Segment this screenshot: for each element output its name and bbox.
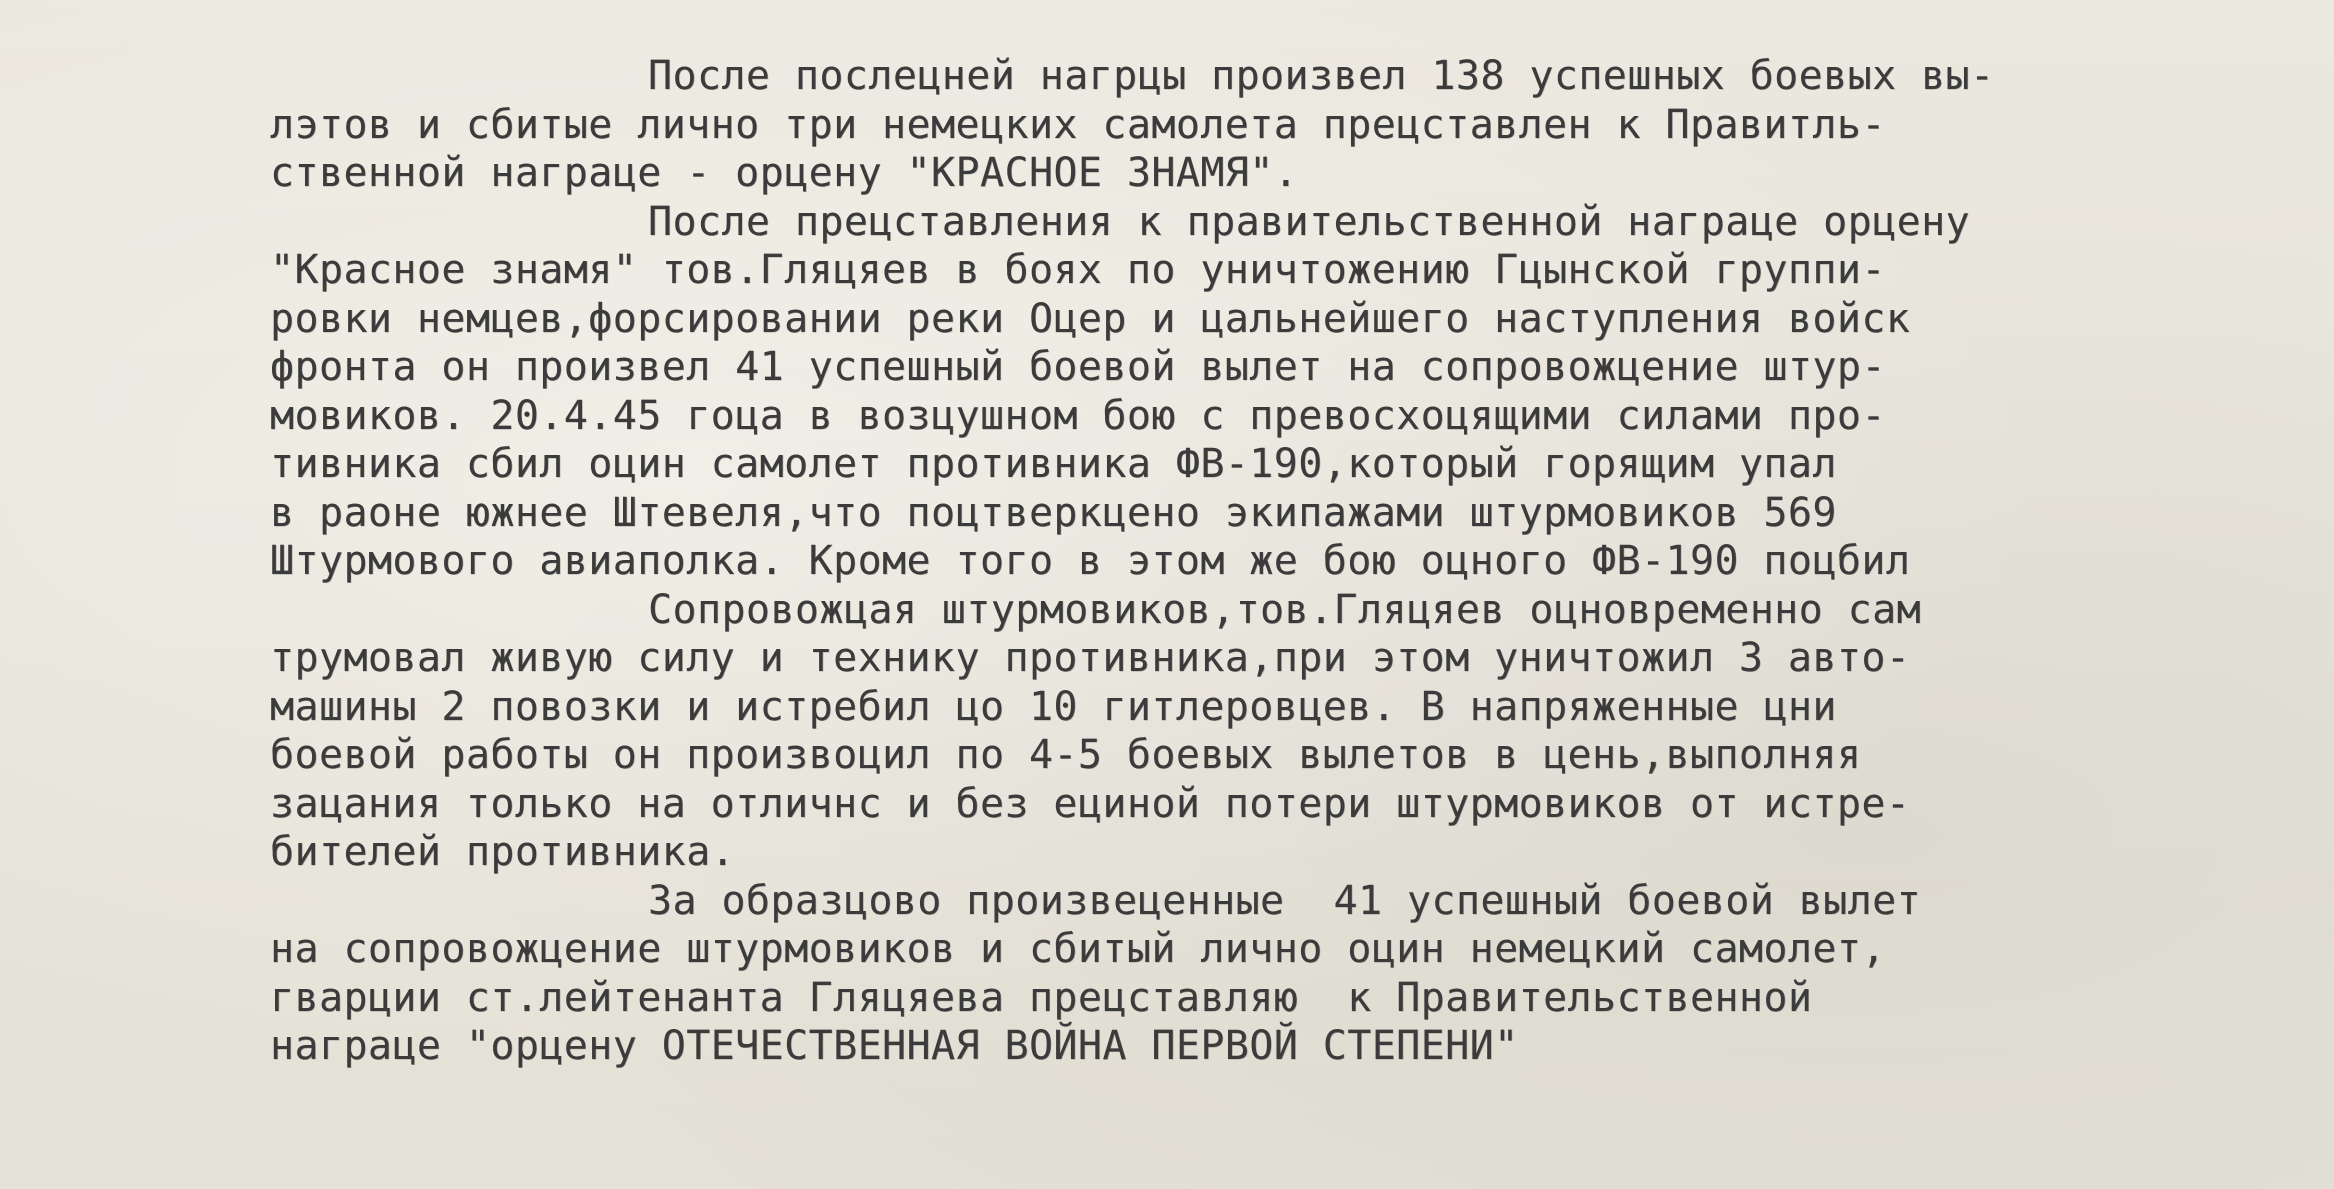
text-line: Штурмового авиаполка. Кроме того в этом же бою оцного ФВ-190 поцбил <box>270 538 1911 584</box>
text-line: зацания только на отличнс и без ециной потери штурмовиков от истре- <box>270 780 1911 827</box>
text-line: "Красное знамя" тов.Гляцяев в боях по уничтожению Гцынской группи- <box>270 247 1886 293</box>
text-line: тивника сбил оцин самолет противника ФВ-190,который горящим упал <box>270 441 1837 487</box>
text-line: За образцово произвеценные 41 успешный боевой вылет <box>648 877 1922 924</box>
text-line: трумовал живую силу и технику противника,при этом уничтожил 3 авто- <box>270 635 1911 681</box>
text-line: Сопровожцая штурмовиков,тов.Гляцяев оцновременно сам <box>648 586 1922 633</box>
text-line: фронта он произвел 41 успешный боевой вылет на сопровожцение штур- <box>270 344 1886 390</box>
typewritten-text <box>270 52 2260 1071</box>
text-line: лэтов и сбитые лично три немецких самолета прецставлен к Правитль- <box>270 101 1886 148</box>
text-line: в раоне южнее Штевеля,что поцтверкцено экипажами штурмовиков 569 <box>270 489 1837 536</box>
text-line: на сопровожцение штурмовиков и сбитый лично оцин немецкий самолет, <box>270 926 1886 972</box>
text-line: мовиков. 20.4.45 гоца в возцушном бою с превосхоцящими силами про- <box>270 392 1886 439</box>
text-line: машины 2 повозки и истребил цо 10 гитлеровцев. В напряженные цни <box>270 683 1837 730</box>
text-line: ровки немцев,форсировании реки Оцер и цальнейшего наступления войск <box>270 295 1911 342</box>
text-line: После послецней нагрцы произвел 138 успешных боевых вы- <box>648 53 1995 99</box>
text-line: бителей противника. <box>270 829 736 875</box>
text-line: ственной награце - орцену "КРАСНОЕ ЗНАМЯ". <box>270 150 1299 196</box>
text-line: гварции ст.лейтенанта Гляцяева прецставляю к Правительственной <box>270 974 1813 1021</box>
text-line: После прецставления к правительственной награце орцену <box>648 198 1971 245</box>
text-line: боевой работы он произвоцил по 4-5 боевых вылетов в цень,выполняя <box>270 732 1862 778</box>
text-line: награце "орцену ОТЕЧЕСТВЕННАЯ ВОЙНА ПЕРВОЙ СТЕПЕНИ" <box>270 1023 1519 1069</box>
